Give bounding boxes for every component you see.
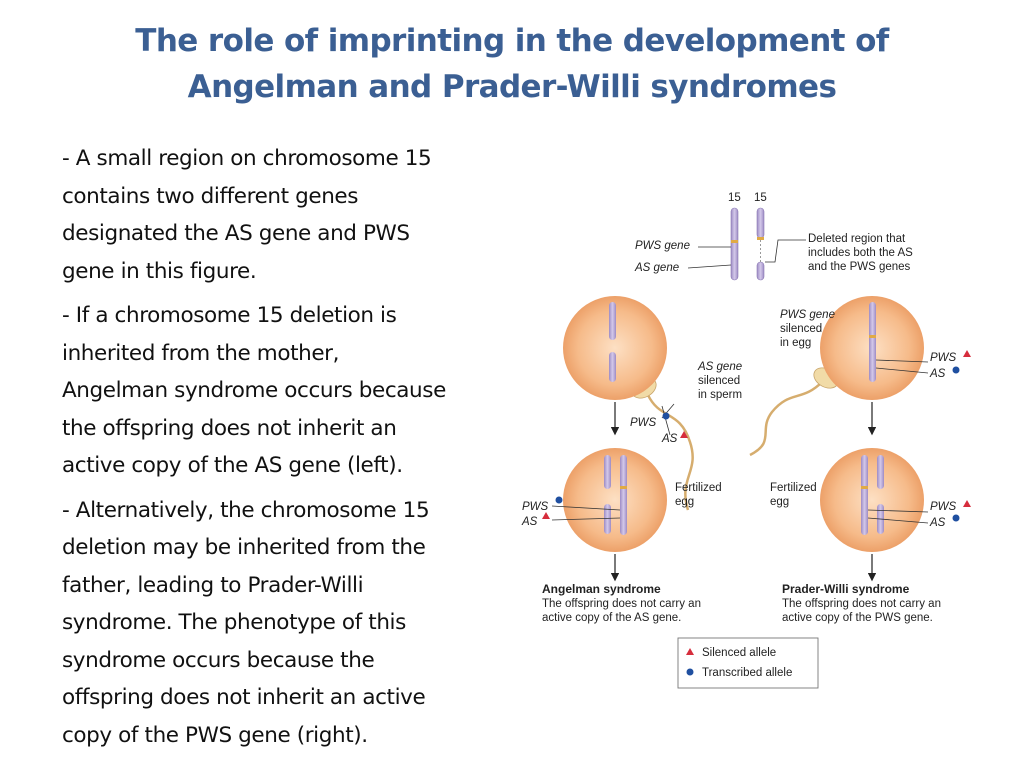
centromere bbox=[620, 486, 627, 489]
chromosome-deleted bbox=[604, 455, 611, 489]
sperm-as-label: AS bbox=[662, 433, 678, 445]
deleted-region-label: includes both the AS bbox=[808, 247, 913, 259]
transcribed-allele-marker bbox=[953, 367, 960, 374]
chromosome-deleted bbox=[609, 352, 616, 382]
fertilized-egg bbox=[563, 448, 667, 552]
bullet-list bbox=[62, 140, 492, 761]
centromere bbox=[861, 486, 868, 489]
pws-silenced-egg-label bbox=[780, 309, 835, 321]
title-line-2: Angelman and Prader-Willi syndromes bbox=[187, 69, 837, 105]
bullet-3-line: syndrome. The phenotype of this bbox=[62, 610, 406, 635]
bullet-2 bbox=[62, 297, 492, 485]
angelman-desc: active copy of the AS gene. bbox=[542, 612, 682, 624]
fertilized-egg-right bbox=[820, 448, 971, 552]
pws-short-label: PWS bbox=[930, 352, 957, 364]
angelman-outcome bbox=[542, 582, 701, 624]
transcribed-allele-marker bbox=[556, 497, 563, 504]
legend-box bbox=[678, 638, 818, 688]
chromosome-number-left: 15 bbox=[728, 192, 741, 204]
transcribed-allele-marker bbox=[953, 515, 960, 522]
angelman-title: Angelman syndrome bbox=[542, 582, 661, 596]
fertilized-egg bbox=[820, 448, 924, 552]
angelman-desc: The offspring does not carry an bbox=[542, 598, 701, 610]
centromere bbox=[869, 335, 876, 338]
chromosome-deleted bbox=[609, 302, 616, 340]
bullet-2-line: active copy of the AS gene (left). bbox=[62, 453, 403, 478]
bullet-2-line: the offspring does not inherit an bbox=[62, 415, 397, 441]
silenced-allele-marker bbox=[542, 512, 550, 519]
fertilized-egg-label: Fertilized bbox=[675, 482, 722, 494]
prader-willi-title: Prader-Willi syndrome bbox=[782, 582, 910, 596]
bullet-2-line: - If a chromosome 15 deletion is bbox=[62, 303, 397, 328]
bullet-1-line: - A small region on chromosome 15 bbox=[62, 146, 432, 171]
chromosome-number-right: 15 bbox=[754, 192, 767, 204]
pws-silenced-egg-line: silenced bbox=[780, 323, 823, 335]
bullet-3-line: father, leading to Prader-Willi bbox=[62, 572, 364, 598]
slide-title bbox=[0, 18, 1024, 110]
bullet-3-line: copy of the PWS gene (right). bbox=[62, 722, 368, 748]
bullet-3-line: deletion may be inherited from the bbox=[62, 535, 426, 560]
as-silenced-sperm-line: silenced bbox=[698, 375, 741, 387]
title-line-1: The role of imprinting in the development of bbox=[135, 23, 889, 59]
egg-cell-right bbox=[820, 296, 971, 400]
sperm-tail-right bbox=[750, 382, 822, 455]
parent-chromosomes bbox=[634, 192, 913, 280]
as-gene-label: AS gene bbox=[635, 262, 680, 274]
sperm-pws-label: PWS bbox=[630, 417, 657, 429]
as-silenced-sperm-line: AS gene bbox=[698, 361, 743, 373]
silenced-allele-marker bbox=[963, 350, 971, 357]
deleted-region-pointer bbox=[765, 240, 806, 262]
bullet-2-line: Angelman syndrome occurs because bbox=[62, 378, 446, 403]
chromosome-deleted bbox=[604, 504, 611, 534]
chromosome-15-intact bbox=[731, 208, 738, 280]
bullet-3-line: - Alternatively, the chromosome 15 bbox=[62, 497, 430, 523]
bullet-2-line: inherited from the mother, bbox=[62, 340, 340, 366]
as-short-label: AS bbox=[522, 516, 538, 528]
prader-willi-outcome bbox=[782, 582, 941, 624]
silenced-allele-marker bbox=[963, 500, 971, 507]
deleted-region-label: Deleted region that bbox=[808, 233, 906, 245]
as-silenced-sperm-line: in sperm bbox=[698, 389, 743, 401]
legend-silenced: Silenced allele bbox=[702, 647, 777, 659]
chromosome-intact bbox=[861, 455, 868, 535]
egg-cell-left bbox=[563, 296, 667, 400]
bullet-3-line: offspring does not inherit an active bbox=[62, 685, 426, 710]
chromosome-15-deleted-top bbox=[757, 208, 764, 238]
fertilized-egg-left bbox=[521, 448, 667, 552]
chromosome-intact bbox=[620, 455, 627, 535]
prader-willi-desc: The offspring does not carry an bbox=[782, 598, 941, 610]
transcribed-allele-marker bbox=[663, 413, 670, 420]
bullet-1 bbox=[62, 140, 492, 290]
fertilized-egg-label: egg bbox=[675, 496, 695, 508]
fertilized-egg-label: Fertilized bbox=[770, 482, 817, 494]
chromosome-intact bbox=[869, 302, 876, 382]
as-short-label: AS bbox=[930, 368, 946, 380]
pws-gene-label: PWS gene bbox=[635, 240, 690, 252]
centromere bbox=[757, 237, 764, 240]
pws-short-label: PWS bbox=[930, 501, 957, 513]
legend bbox=[678, 638, 818, 688]
prader-willi-desc: active copy of the PWS gene. bbox=[782, 612, 933, 624]
pws-short-label: PWS bbox=[522, 501, 549, 513]
pws-silenced-egg-line: PWS gene bbox=[780, 309, 835, 321]
bullet-1-line: designated the AS gene and PWS bbox=[62, 221, 410, 246]
transcribed-allele-icon bbox=[687, 669, 694, 676]
deleted-region-label: and the PWS genes bbox=[808, 261, 911, 273]
pws-silenced-egg-line: in egg bbox=[780, 337, 812, 349]
chromosome-15-deleted-bottom bbox=[757, 262, 764, 280]
imprinting-figure bbox=[510, 180, 980, 700]
bullet-3-line: syndrome occurs because the bbox=[62, 647, 375, 673]
bullet-1-line: gene in this figure. bbox=[62, 258, 257, 284]
as-short-label: AS bbox=[930, 517, 946, 529]
centromere bbox=[731, 240, 738, 243]
chromosome-deleted bbox=[877, 455, 884, 489]
legend-transcribed: Transcribed allele bbox=[702, 667, 793, 679]
bullet-1-line: contains two different genes bbox=[62, 183, 359, 209]
as-gene-pointer bbox=[688, 265, 731, 268]
fertilized-egg-label: egg bbox=[770, 496, 790, 508]
bullet-3 bbox=[62, 492, 492, 755]
